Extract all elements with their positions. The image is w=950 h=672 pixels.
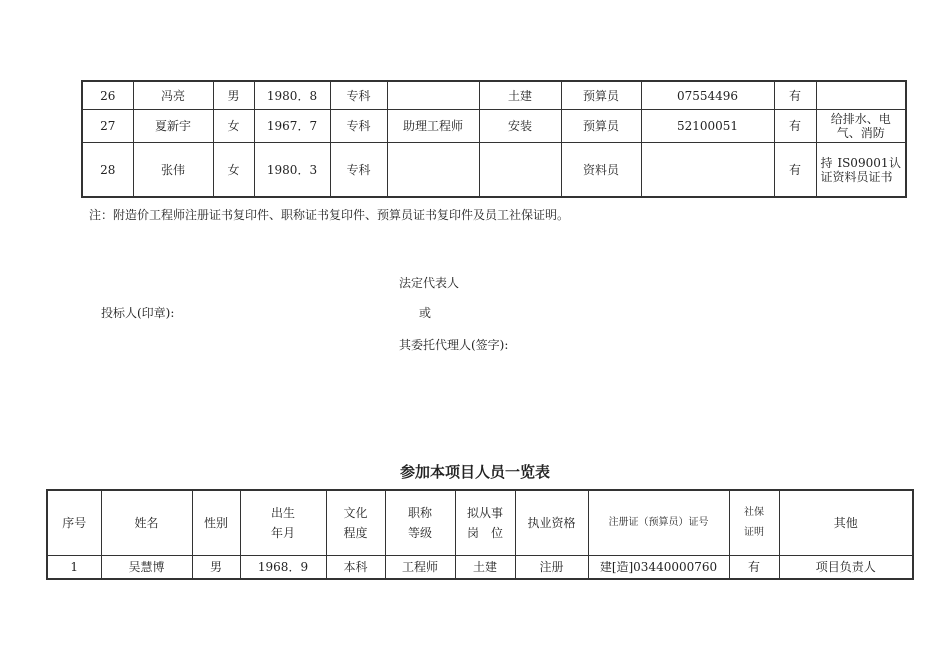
- cell-no: 1: [47, 556, 101, 580]
- header-education: [326, 490, 385, 556]
- cell-social: 有: [774, 143, 816, 198]
- header-title-grade: [385, 490, 455, 556]
- cell-title: 工程师: [385, 556, 455, 580]
- cell-post: 安装: [479, 110, 561, 143]
- header-post-line1: 拟从事: [466, 506, 503, 520]
- header-no: 序号: [47, 490, 101, 556]
- header-education-line1: 文化: [343, 506, 368, 520]
- header-social-line2: 证明: [744, 527, 764, 538]
- cell-gender: 男: [192, 556, 240, 580]
- cell-gender: 女: [213, 143, 254, 198]
- header-social: [729, 490, 779, 556]
- cell-name: 张伟: [133, 143, 213, 198]
- cell-other: 给排水、电气、消防: [816, 110, 906, 143]
- table-row: [82, 81, 906, 110]
- cell-birth: 1980．8: [254, 81, 330, 110]
- cell-birth: 1967．7: [254, 110, 330, 143]
- cell-education: 专科: [330, 110, 387, 143]
- personnel-table-title: 参加本项目人员一览表: [399, 463, 550, 481]
- table-note: 注：附造价工程师注册证书复印件、职称证书复印件、预算员证书复印件及员工社保证明。: [89, 208, 570, 222]
- cell-social: 有: [729, 556, 779, 580]
- header-qualification: 执业资格: [515, 490, 588, 556]
- cell-education: 专科: [330, 143, 387, 198]
- cell-birth: 1968．9: [240, 556, 326, 580]
- cell-no: 27: [82, 110, 133, 143]
- project-personnel-table: [46, 489, 914, 580]
- header-cert-no: 注册证（预算员）证号: [588, 490, 729, 556]
- legal-representative-label: 法定代表人: [399, 276, 460, 290]
- header-post-line2: 岗 位: [466, 526, 503, 540]
- cell-name: 吴慧博: [101, 556, 192, 580]
- table-row: [47, 556, 913, 580]
- cell-other: 项目负责人: [779, 556, 913, 580]
- cell-name: 夏新宇: [133, 110, 213, 143]
- or-label: 或: [419, 306, 432, 320]
- bidder-seal-label: 投标人(印章):: [101, 306, 175, 320]
- cell-title: [387, 143, 479, 198]
- cell-post: 土建: [479, 81, 561, 110]
- table-header-row: [47, 490, 913, 556]
- cell-social: 有: [774, 81, 816, 110]
- header-post: [455, 490, 515, 556]
- header-name: 姓名: [101, 490, 192, 556]
- header-other: 其他: [779, 490, 913, 556]
- cell-qualification: 注册: [515, 556, 588, 580]
- table-row: [82, 110, 906, 143]
- cell-cert-no: 52100051: [641, 110, 774, 143]
- cell-cert-no: [641, 143, 774, 198]
- cell-post: 土建: [455, 556, 515, 580]
- header-title-line2: 等级: [407, 526, 432, 540]
- cell-other: 持 IS09001认证资料员证书: [816, 143, 906, 198]
- header-education-line2: 程度: [343, 526, 368, 540]
- cell-post: [479, 143, 561, 198]
- cell-gender: 女: [213, 110, 254, 143]
- header-title-line1: 职称: [407, 506, 432, 520]
- cell-qualification: 资料员: [561, 143, 641, 198]
- cell-education: 本科: [326, 556, 385, 580]
- cell-qualification: 预算员: [561, 81, 641, 110]
- cell-qualification: 预算员: [561, 110, 641, 143]
- table-row: [82, 143, 906, 198]
- header-birth: [240, 490, 326, 556]
- cell-education: 专科: [330, 81, 387, 110]
- cell-no: 28: [82, 143, 133, 198]
- cell-title: [387, 81, 479, 110]
- cell-no: 26: [82, 81, 133, 110]
- header-social-line1: 社保: [744, 507, 764, 518]
- cell-gender: 男: [213, 81, 254, 110]
- cell-cert-no: 07554496: [641, 81, 774, 110]
- cell-cert-no: 建[造]03440000760: [588, 556, 729, 580]
- cell-birth: 1980．3: [254, 143, 330, 198]
- staff-table-continued: [81, 80, 907, 198]
- header-birth-line2: 年月: [270, 526, 295, 540]
- authorized-agent-label: 其委托代理人(签字):: [399, 338, 509, 352]
- header-gender: 性别: [192, 490, 240, 556]
- cell-name: 冯亮: [133, 81, 213, 110]
- cell-other: [816, 81, 906, 110]
- header-birth-line1: 出生: [270, 506, 295, 520]
- cell-title: 助理工程师: [387, 110, 479, 143]
- cell-social: 有: [774, 110, 816, 143]
